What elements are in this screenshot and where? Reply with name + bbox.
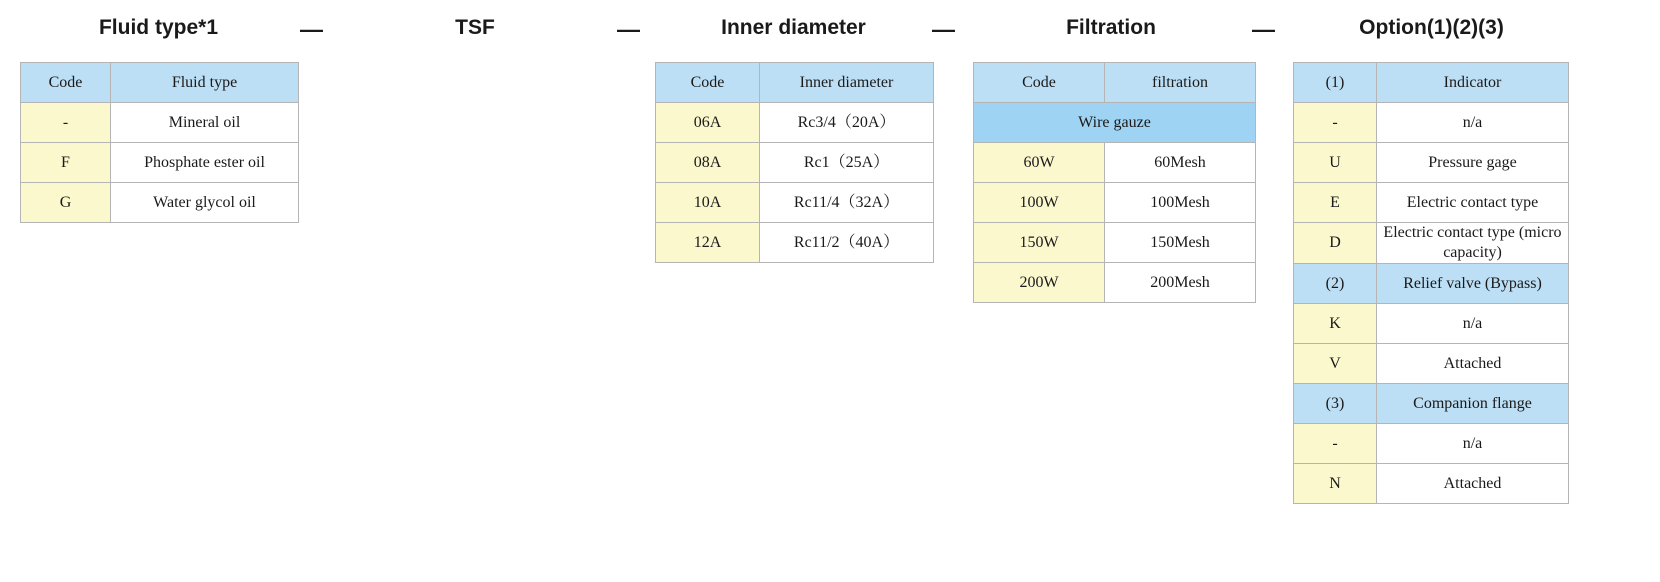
table-cell: filtration bbox=[1105, 63, 1256, 103]
table-cell: 200Mesh bbox=[1105, 263, 1256, 303]
table-cell: n/a bbox=[1377, 103, 1569, 143]
table-cell: N bbox=[1294, 464, 1377, 504]
table-cell: 150W bbox=[974, 223, 1105, 263]
table-cell: - bbox=[21, 103, 111, 143]
table-cell: Electric contact type bbox=[1377, 183, 1569, 223]
table-cell: 200W bbox=[974, 263, 1105, 303]
table-row bbox=[974, 143, 1256, 183]
table-cell: 08A bbox=[656, 143, 760, 183]
separator-dash: — bbox=[617, 16, 640, 42]
table-cell: Attached bbox=[1377, 464, 1569, 504]
table-row bbox=[21, 103, 299, 143]
column-filtration bbox=[973, 0, 1256, 303]
column-title-tsf: TSF bbox=[455, 16, 495, 39]
table-row bbox=[974, 223, 1256, 263]
table-cell: Pressure gage bbox=[1377, 143, 1569, 183]
table-row bbox=[656, 183, 934, 223]
table-cell: Rc11/2（40A） bbox=[760, 223, 934, 263]
table-cell: Code bbox=[656, 63, 760, 103]
table-row bbox=[21, 63, 299, 103]
column-inner-diameter bbox=[655, 0, 934, 263]
table-row bbox=[656, 223, 934, 263]
table-row bbox=[1294, 424, 1569, 464]
table-cell: 12A bbox=[656, 223, 760, 263]
table-inner-diameter bbox=[655, 62, 934, 263]
separator-dash: — bbox=[300, 16, 323, 42]
table-cell: - bbox=[1294, 103, 1377, 143]
table-row bbox=[656, 143, 934, 183]
table-cell: G bbox=[21, 183, 111, 223]
table-option bbox=[1293, 62, 1569, 504]
table-cell: Fluid type bbox=[111, 63, 299, 103]
column-title-filtration: Filtration bbox=[1066, 16, 1156, 39]
table-cell: E bbox=[1294, 183, 1377, 223]
table-cell: 100W bbox=[974, 183, 1105, 223]
table-row bbox=[1294, 464, 1569, 504]
table-row bbox=[974, 263, 1256, 303]
table-cell: Electric contact type (micro capacity) bbox=[1377, 223, 1569, 264]
table-cell: D bbox=[1294, 223, 1377, 264]
table-cell: Inner diameter bbox=[760, 63, 934, 103]
table-cell: 60Mesh bbox=[1105, 143, 1256, 183]
table-row bbox=[1294, 264, 1569, 304]
table-cell: Phosphate ester oil bbox=[111, 143, 299, 183]
table-cell: Mineral oil bbox=[111, 103, 299, 143]
table-row bbox=[1294, 63, 1569, 103]
table-row bbox=[974, 183, 1256, 223]
table-cell: Rc3/4（20A） bbox=[760, 103, 934, 143]
separator-dash: — bbox=[1252, 16, 1275, 42]
table-row bbox=[974, 103, 1256, 143]
table-row bbox=[1294, 344, 1569, 384]
table-cell: V bbox=[1294, 344, 1377, 384]
table-cell: Water glycol oil bbox=[111, 183, 299, 223]
table-cell: Attached bbox=[1377, 344, 1569, 384]
table-cell: Code bbox=[21, 63, 111, 103]
table-cell: K bbox=[1294, 304, 1377, 344]
column-title-inner-diameter: Inner diameter bbox=[721, 16, 866, 39]
table-cell: Wire gauze bbox=[974, 103, 1256, 143]
table-row bbox=[21, 143, 299, 183]
table-filtration bbox=[973, 62, 1256, 303]
separator-dash: — bbox=[932, 16, 955, 42]
column-option bbox=[1293, 0, 1570, 504]
table-row bbox=[1294, 384, 1569, 424]
table-cell: (1) bbox=[1294, 63, 1377, 103]
table-cell: Code bbox=[974, 63, 1105, 103]
table-cell: Relief valve (Bypass) bbox=[1377, 264, 1569, 304]
table-cell: U bbox=[1294, 143, 1377, 183]
table-cell: 100Mesh bbox=[1105, 183, 1256, 223]
table-cell: 10A bbox=[656, 183, 760, 223]
table-row bbox=[1294, 223, 1569, 264]
column-tsf bbox=[400, 0, 550, 40]
column-title-fluid-type: Fluid type*1 bbox=[98, 16, 219, 39]
table-row bbox=[1294, 183, 1569, 223]
table-cell: - bbox=[1294, 424, 1377, 464]
table-cell: Indicator bbox=[1377, 63, 1569, 103]
table-cell: Companion flange bbox=[1377, 384, 1569, 424]
table-row bbox=[1294, 304, 1569, 344]
table-row bbox=[656, 63, 934, 103]
table-cell: Rc1（25A） bbox=[760, 143, 934, 183]
table-row bbox=[21, 183, 299, 223]
table-row bbox=[656, 103, 934, 143]
table-cell: Rc11/4（32A） bbox=[760, 183, 934, 223]
table-cell: n/a bbox=[1377, 304, 1569, 344]
table-cell: 06A bbox=[656, 103, 760, 143]
table-cell: 150Mesh bbox=[1105, 223, 1256, 263]
table-cell: n/a bbox=[1377, 424, 1569, 464]
table-row bbox=[974, 63, 1256, 103]
table-cell: F bbox=[21, 143, 111, 183]
table-cell: (3) bbox=[1294, 384, 1377, 424]
table-cell: 60W bbox=[974, 143, 1105, 183]
table-fluid-type bbox=[20, 62, 299, 223]
table-row bbox=[1294, 103, 1569, 143]
column-title-option: Option(1)(2)(3) bbox=[1359, 16, 1504, 39]
table-row bbox=[1294, 143, 1569, 183]
column-fluid-type bbox=[20, 0, 299, 223]
table-cell: (2) bbox=[1294, 264, 1377, 304]
